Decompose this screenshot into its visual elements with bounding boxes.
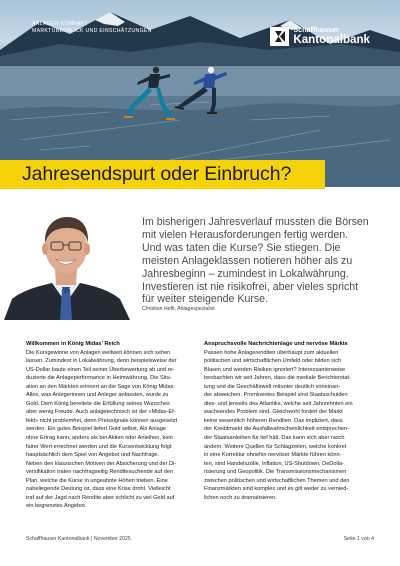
body-line: lichen noch zu dramatisieren. — [204, 494, 277, 501]
section-heading-left: Willkommen in König Midas’ Reich — [26, 341, 120, 347]
body-line: Die Kursgewinne von Anlagen weltweit können sich sehen — [26, 349, 171, 356]
body-line: der Staatsanleihen für tief hält. Das kann sich aber rasch — [204, 435, 345, 442]
footer-page-number: Seite 1 von 4 — [343, 536, 374, 542]
section-heading-right: Anspruchsvolle Nachrichtenlage und nervöse Märkte — [204, 341, 348, 347]
body-line: versifikation traten nachfragseitig Renditesuchende auf den — [26, 469, 174, 476]
body-line: ändern. Weitere Quellen für Schlagzeilen, welche konkret — [204, 443, 347, 450]
body-line: keine wesentlich höheren Renditen. Das impliziert, dass — [204, 417, 343, 424]
hero-kicker-line2: MARKTÜBERBLICK UND EINSCHÄTZUNGEN — [32, 28, 152, 34]
author-caption: Christian Hefti, Anlagespezialist — [142, 306, 215, 312]
body-line: der Kreditmarkt die Ausfallwahrscheinlichkeit entsprechen- — [204, 426, 349, 433]
lead-line: Und was taten die Kurse? Sie stiegen. Die — [142, 241, 341, 254]
brand-logo — [270, 26, 370, 46]
body-line: hauptsächlich dem Spiel von Angebot und Nachfrage. — [26, 452, 160, 459]
page-title: Jahresendspurt oder Einbruch? — [22, 163, 292, 185]
body-line: Passen hohe Anlagerenditen überhaupt zum aktuellen — [204, 349, 339, 356]
body-line: duzierte die Anlageperformance in Heimwährung. Die Situ- — [26, 375, 172, 382]
body-line: aber wenig Freude. Auch anlagetechnisch ist der «Midas-Ef- — [26, 409, 176, 416]
body-line: naheliegende Deutung ist, dass eine Krise droht. Vielleicht — [26, 486, 171, 493]
author-portrait — [0, 203, 133, 320]
body-line: politischen und wirtschaftlichen Umfeld oder bilden sich — [204, 358, 342, 365]
body-line: risierung und Geopolitik. Die Transmissionsmechanismen — [204, 469, 347, 476]
body-line: Plan, welche die Kurse in ungeahnte Höhen trieben. Eine — [26, 477, 168, 484]
lead-paragraph — [142, 216, 374, 306]
body-line: dies- und jenseits des Atlantiks, welche seit Jahrzehnten ein — [204, 400, 353, 407]
hero-kicker — [32, 21, 152, 35]
lead-line: für weiter steigende Kurse. — [142, 293, 269, 306]
body-line: ohne Ertrag kann, anders als bei Aktien oder Anleihen, kein — [26, 435, 173, 442]
hero-photo — [0, 0, 400, 187]
lead-line: Jahresbeginn – zumindest in Lokalwährung. — [142, 267, 349, 280]
body-line: werden. Ein gutes Beispiel liefert Gold selbst. Als Anlage — [26, 426, 166, 433]
body-line: ation an den Märkten erinnert an die Sage von König Midas: — [26, 383, 175, 390]
body-line: Finanzmärkten sind komplex und es gilt weder zu vernied- — [204, 486, 349, 493]
body-line: wachsendes Problem sind. Gleichwohl fordert der Markt — [204, 409, 343, 416]
lead-line: meisten Anlageklassen notieren höher als zu — [142, 254, 353, 267]
body-line: in eine Korrektur ohnehin nervöser Märkte führen könn- — [204, 452, 342, 459]
body-line: Gold. Dem König bereitete die Erfüllung seines Wunsches — [26, 400, 170, 407]
article-column-left — [26, 340, 196, 511]
body-line: Blasen und werden Risiken ignoriert? Interessanterweise — [204, 366, 346, 373]
body-line: Alles, was Anlegerinnen und Anleger anfassten, wurde zu — [26, 392, 169, 399]
body-line: tung und die Geschäftswelt mitunter deutlich voneinan- — [204, 383, 341, 390]
lead-line: Im bisherigen Jahresverlauf mussten die Börsen — [142, 216, 369, 228]
body-line: beobachten wir seit Jahren, dass die mediale Berichterstat- — [204, 375, 351, 382]
body-line: ein begrenztes Angebot. — [26, 503, 87, 510]
article-column-right — [204, 340, 374, 502]
body-line: Neben den klassischen Motiven der Absicherung und der Di- — [26, 460, 177, 467]
body-line: US-Dollar baute einen Teil seiner Überbewertung ab und re- — [26, 366, 175, 373]
skb-logo-icon — [270, 27, 289, 46]
brand-name-line2: Kantonalbank — [293, 33, 370, 46]
body-line: traf auf der Jagd nach Rendite aber schlicht zu viel Geld auf — [26, 494, 175, 501]
body-line: lassen. Zumindest in Lokalwährung, denn beispielsweise der — [26, 358, 177, 365]
body-line: fairer Wert errechnet werden und die Kursentwicklung folgt — [26, 443, 172, 450]
body-line: zwischen politischen und wirtschaftlichen Themen und den — [204, 477, 350, 484]
hero-kicker-line1: ANLAGEN KOMPAKT — [32, 21, 88, 27]
lead-line: Investieren ist nie risikofrei, aber vieles spricht — [142, 280, 359, 293]
lead-line: mit vielen Herausforderungen fertig werden. — [142, 228, 349, 241]
brand-name-line1: Schaffhauser — [293, 25, 339, 34]
footer-publisher-date: Schaffhauser Kantonalbank | November 2025 — [26, 536, 131, 542]
body-line: der abweichen. Prominentes Beispiel sind Staatsschulden — [204, 392, 348, 399]
body-line: ten, sind Handelszölle, Inflation, US-Shutdown, DeDolla- — [204, 460, 344, 467]
title-band — [0, 160, 325, 189]
body-line: fekt» nicht problemfrei, denn Preissignale können ausgesetzt — [26, 417, 178, 424]
